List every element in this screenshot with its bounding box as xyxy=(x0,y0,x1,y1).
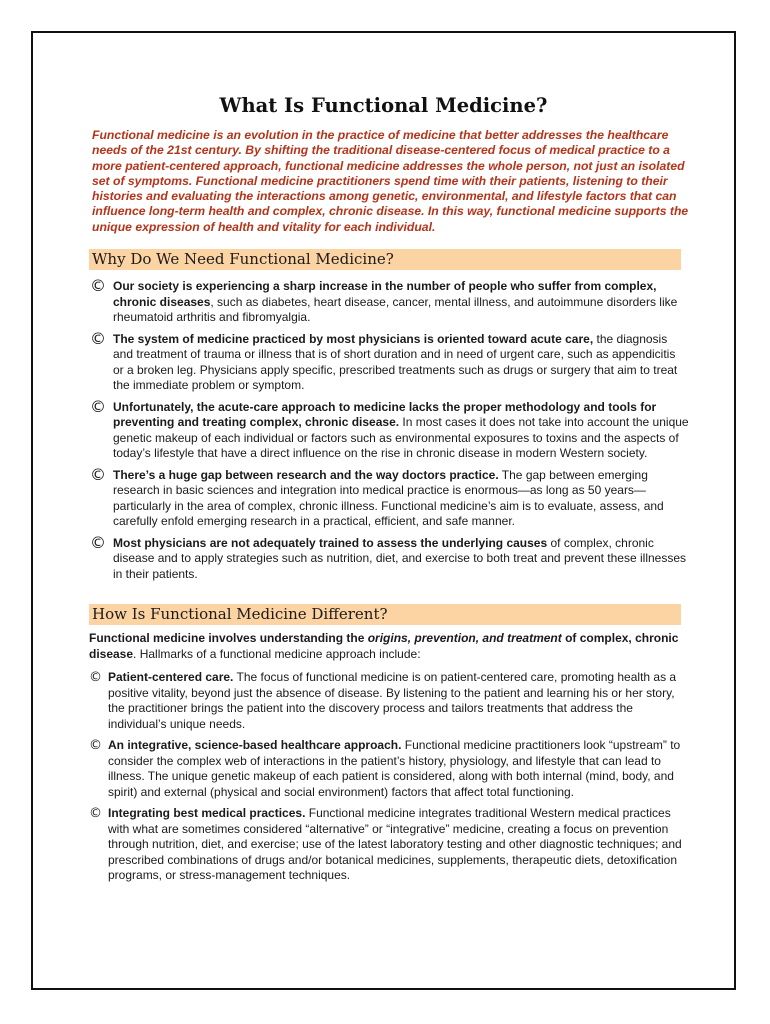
list-item xyxy=(89,328,689,394)
item-text: of complex, chronic disease and to apply strategies such as nutrition, diet, and exercise to both treat and prevent these illnesses in their patients. xyxy=(113,535,687,581)
item-bold-text: The system of medicine practiced by most physicians is oriented toward acute care, xyxy=(113,331,594,346)
list-item xyxy=(89,670,689,732)
copyright-bullet-icon: © xyxy=(90,276,106,295)
section-lead xyxy=(89,631,689,662)
item-text: Functional medicine practitioners look “upstream” to consider the complex web of interactions in the patient’s history, physiology, and lifestyle that can lead to illness. The unique genetic makeup of each patient is considered, along with both internal (mind, body, and spirit) and external (physical and social environment) factors that affect total functioning. xyxy=(108,738,681,799)
item-text: The focus of functional medicine is on patient-centered care, promoting health as a positive vitality, beyond just the absence of disease. By listening to the patient and learning his or her story, the practitioner brings the patient into the discovery process and tailors treatments that address the individual’s unique needs. xyxy=(108,670,677,731)
copyright-bullet-icon: © xyxy=(89,670,102,685)
item-bold-text: There’s a huge gap between research and the way doctors practice. xyxy=(113,467,499,482)
lead-bold-2: of complex, chronic disease xyxy=(89,631,679,661)
intro-paragraph: Functional medicine is an evolution in the practice of medicine that better addresses the healthcare needs of the 21st century. By shifting the traditional disease-centered focus of medical practice to a more patient-centered approach, functional medicine addresses the whole person, not just an isolated set of symptoms. Functional medicine practitioners spend time with their patients, listening to their histories and evaluating the interactions among genetic, environmental, and lifestyle factors that can influence long-term health and complex, chronic disease. In this way, functional medicine supports the unique expression of health and vitality for each individual. xyxy=(92,128,689,234)
lead-bold-italic: origins, prevention, and treatment xyxy=(367,631,562,645)
list-item xyxy=(89,396,689,462)
item-text: the diagnosis and treatment of trauma or illness that is of short duration and in need of urgent care, such as appendicitis or a broken leg. Physicians apply specific, prescribed treatments such as drugs or surgery that aim to treat the immediate problem or symptom. xyxy=(113,331,678,392)
how-list xyxy=(89,670,689,884)
section-heading-why: Why Do We Need Functional Medicine? xyxy=(89,249,681,270)
copyright-bullet-icon: © xyxy=(90,464,106,484)
copyright-bullet-icon: © xyxy=(89,738,102,753)
page-title: What Is Functional Medicine? xyxy=(219,94,548,117)
item-bold-text: Integrating best medical practices. xyxy=(108,806,306,820)
item-text: , such as diabetes, heart disease, cancer, mental illness, and autoimmune disorders like rheumatoid arthritis and fibromyalgia. xyxy=(113,294,678,324)
section-heading-how: How Is Functional Medicine Different? xyxy=(89,604,681,625)
copyright-bullet-icon: © xyxy=(89,806,102,821)
list-item xyxy=(89,806,689,884)
list-item xyxy=(89,532,689,583)
item-text: In most cases it does not take into account the unique genetic makeup of each individual or factors such as environmental exposures to toxins and the aspects of today’s lifestyle that have a direct influence on the rise in chronic disease in modern Western society. xyxy=(113,415,689,460)
item-bold-text: Most physicians are not adequately trained to assess the underlying causes xyxy=(113,535,548,550)
item-bold-text: Patient-centered care. xyxy=(108,670,234,684)
item-bold-text: Our society is experiencing a sharp increase in the number of people who suffer from complex, chronic diseases xyxy=(113,279,657,309)
item-bold-text: Unfortunately, the acute-care approach to medicine lacks the proper methodology and tools for preventing and treating complex, chronic disease. xyxy=(113,399,657,429)
item-bold-text: An integrative, science-based healthcare approach. xyxy=(108,738,402,752)
lead-text: . Hallmarks of a functional medicine approach include: xyxy=(133,646,421,661)
copyright-bullet-icon: © xyxy=(90,396,106,416)
item-text: The gap between emerging research in basic sciences and integration into medical practice is enormous—as long as 50 years—particularly in the area of complex, chronic illness. Functional medicine’s aim is to evaluate, assess, and carefully enfold emerging research in a practical, efficient, and safe manner. xyxy=(113,467,664,528)
list-item xyxy=(89,738,689,800)
copyright-bullet-icon: © xyxy=(90,532,106,552)
lead-bold-1: Functional medicine involves understanding the xyxy=(89,631,368,645)
list-item xyxy=(89,464,689,530)
why-list xyxy=(89,276,689,582)
copyright-bullet-icon: © xyxy=(90,328,106,348)
list-item xyxy=(89,276,689,326)
item-text: Functional medicine integrates traditional Western medical practices with what are sometimes considered “alternative” or “integrative” medicine, creating a focus on prevention through nutrition, diet, and exercise; use of the latest laboratory testing and other diagnostic techniques; and prescribed combinations of drugs and/or botanical medicines, supplements, therapeutic diets, detoxification programs, or stress-management techniques. xyxy=(108,806,682,882)
